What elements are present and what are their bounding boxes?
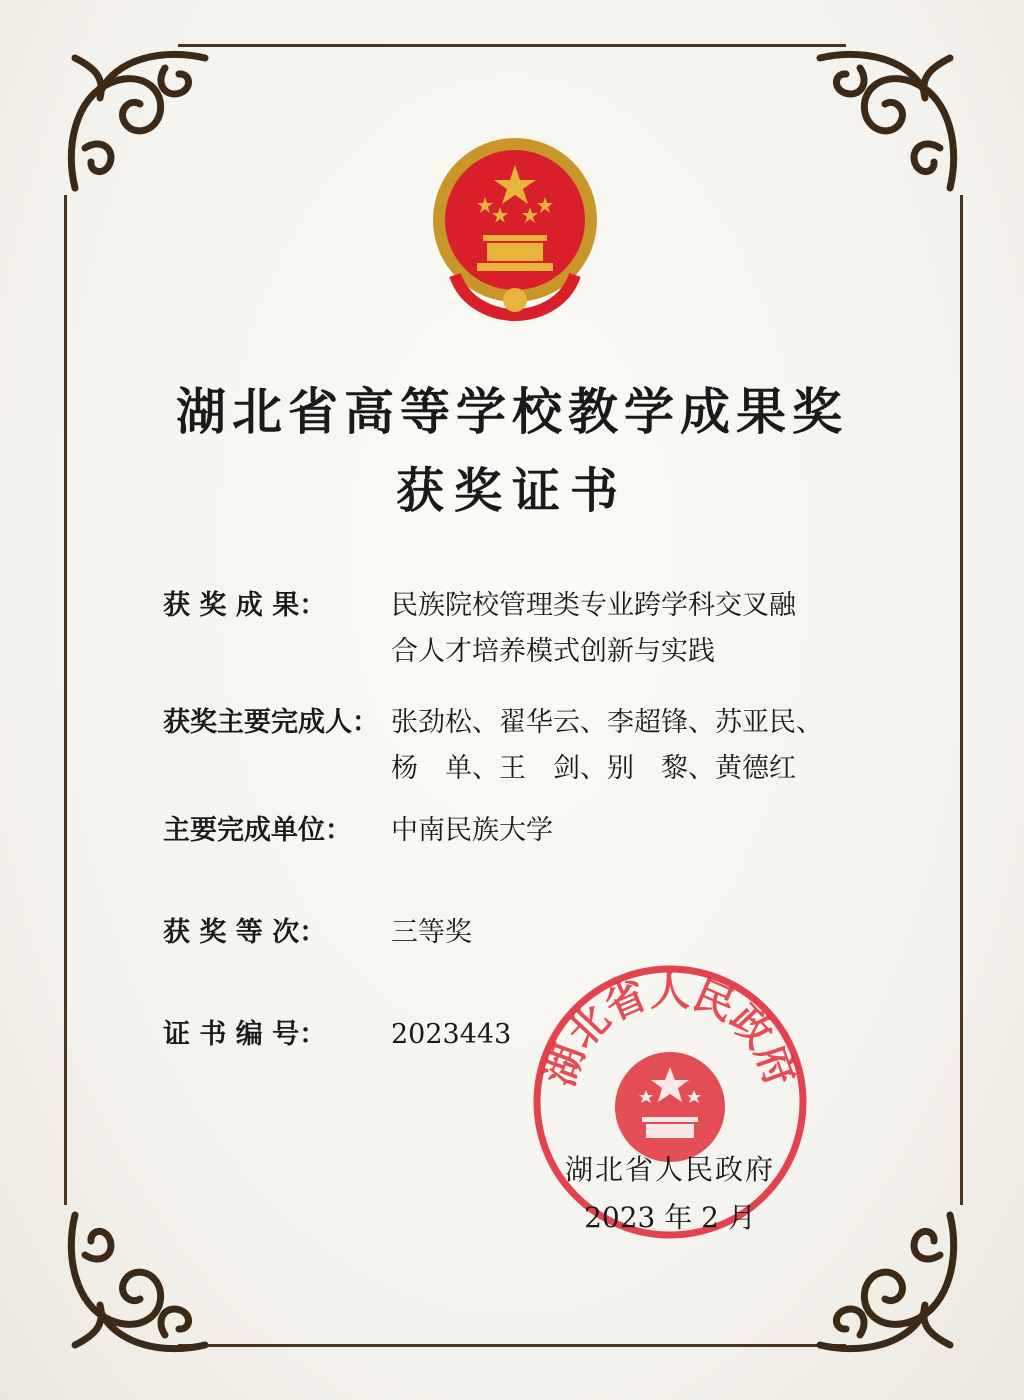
issuer-name: 湖北省人民政府 <box>564 1153 775 1186</box>
corner-ornament-top-left <box>55 38 225 208</box>
field-label: 获 奖 等 次： <box>163 917 327 948</box>
field-label: 主要完成单位： <box>163 815 352 846</box>
field-label: 获 奖 成 果： <box>163 590 327 621</box>
border-bottom <box>178 1344 846 1347</box>
corner-ornament-bottom-right <box>800 1195 970 1365</box>
field-value: 2023443 <box>391 1019 512 1050</box>
field-value: 张劲松、翟华云、李超锋、苏亚民、 杨 单、王 剑、别 黎、黄德红 <box>391 707 823 784</box>
seal-text: 湖北省人民政府 <box>536 967 804 1092</box>
corner-ornament-bottom-left <box>55 1195 225 1365</box>
border-left <box>64 195 67 1205</box>
corner-ornament-top-right <box>800 38 970 208</box>
field-value: 民族院校管理类专业跨学科交叉融 合人才培养模式创新与实践 <box>391 590 796 667</box>
field-value: 中南民族大学 <box>391 815 553 846</box>
field-label: 证 书 编 号： <box>163 1019 327 1050</box>
issue-date: 2023 年 2 月 <box>584 1201 756 1234</box>
border-top <box>178 44 846 47</box>
field-label: 获奖主要完成人： <box>163 707 379 738</box>
border-right <box>960 195 963 1205</box>
certificate-title: 湖北省高等学校教学成果奖 <box>176 382 848 441</box>
certificate-subtitle: 获奖证书 <box>395 463 628 519</box>
national-emblem-icon <box>425 135 605 325</box>
field-value: 三等奖 <box>391 917 472 948</box>
